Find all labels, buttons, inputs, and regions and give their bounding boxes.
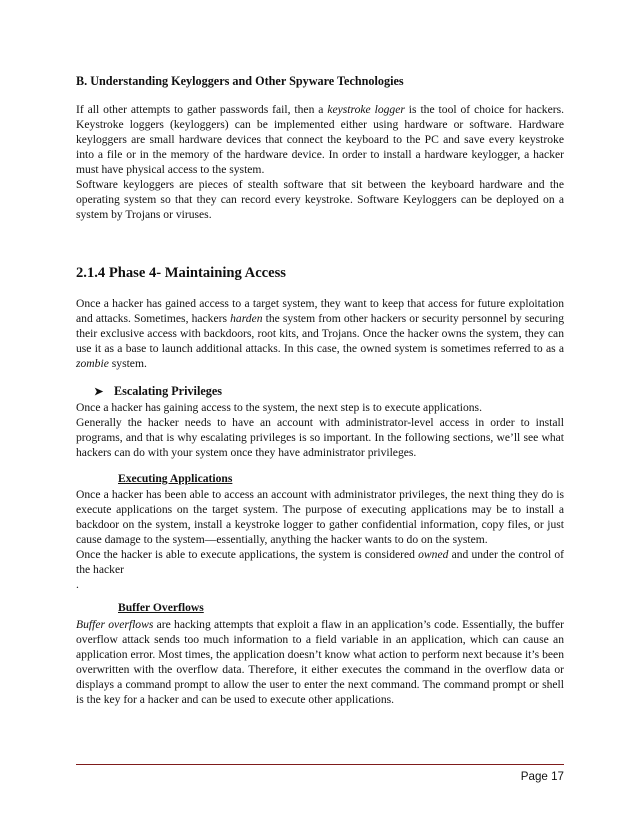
executing-body [76,487,564,592]
paragraph: Buffer overflows are hacking attempts that exploit a flaw in an application’s code. Essentially, the buffer overflow attack sends too much information to a field variable in an application, which can cause an application error. Most times, the application doesn’t know what action to perform next because it’s been overwritten with the overflow data. Therefore, it either executes the command in the overflow data or displays a command prompt to allow the user to enter the next command. The command prompt or shell is the key for a hacker and can be used to execute other applications. [76,618,564,706]
footer-rule [76,764,564,765]
section-b-body [76,102,564,222]
section-b-heading: B. Understanding Keyloggers and Other Spyware Technologies [76,74,404,88]
paragraph: If all other attempts to gather passwords fail, then a keystroke logger is the tool of choice for hackers. Keystroke loggers (keyloggers) can be implemented either using hardware or software. Hardware keyloggers are small hardware devices that connect the keyboard to the PC and save every keystroke into a file or in the memory of the hardware device. In order to install a hardware keylogger, a hacker must have physical access to the system. [76,103,564,176]
section-214-body [76,296,564,371]
escalating-body [76,400,564,460]
paragraph: Software keyloggers are pieces of stealth software that sit between the keyboard hardware and the operating system so that they can record every keystroke. Software Keyloggers can be deployed on a system by Trojans or viruses. [76,178,564,221]
buffer-body [76,617,564,707]
paragraph: Once a hacker has gained access to a target system, they want to keep that access for future exploitation and attacks. Sometimes, hackers harden the system from other hackers or security personnel by securing their exclusive access with backdoors, root kits, and Trojans. Once the hacker owns the system, they can use it as a base to launch additional attacks. In this case, the owned system is sometimes referred to as a zombie system. [76,297,565,370]
escalating-heading: ➤ Escalating Privileges [94,384,222,398]
paragraph: Once the hacker is able to execute applications, the system is considered owned and under the control of the hacker [76,548,564,576]
buffer-heading: Buffer Overflows [118,601,204,614]
paragraph: Once a hacker has been able to access an account with administrator privileges, the next thing they do is execute applications on the target system. The purpose of executing applications may be to install a backdoor on the system, install a keystroke logger to gather confidential information, copy files, or just cause damage to the system—essentially, anything the hacker wants to do on the system. [76,488,564,546]
paragraph: . [76,578,79,591]
page-number: Page 17 [520,770,564,783]
arrow-bullet-icon: ➤ [94,386,104,398]
executing-heading: Executing Applications [118,472,233,485]
section-214-heading: 2.1.4 Phase 4- Maintaining Access [76,265,286,281]
paragraph: Once a hacker has gaining access to the system, the next step is to execute applications. [76,401,482,414]
paragraph: Generally the hacker needs to have an account with administrator-level access in order to install programs, and that is why escalating privileges is so important. In the following sections, we’ll see what hackers can do with your system once they have administrator privileges. [76,416,564,459]
